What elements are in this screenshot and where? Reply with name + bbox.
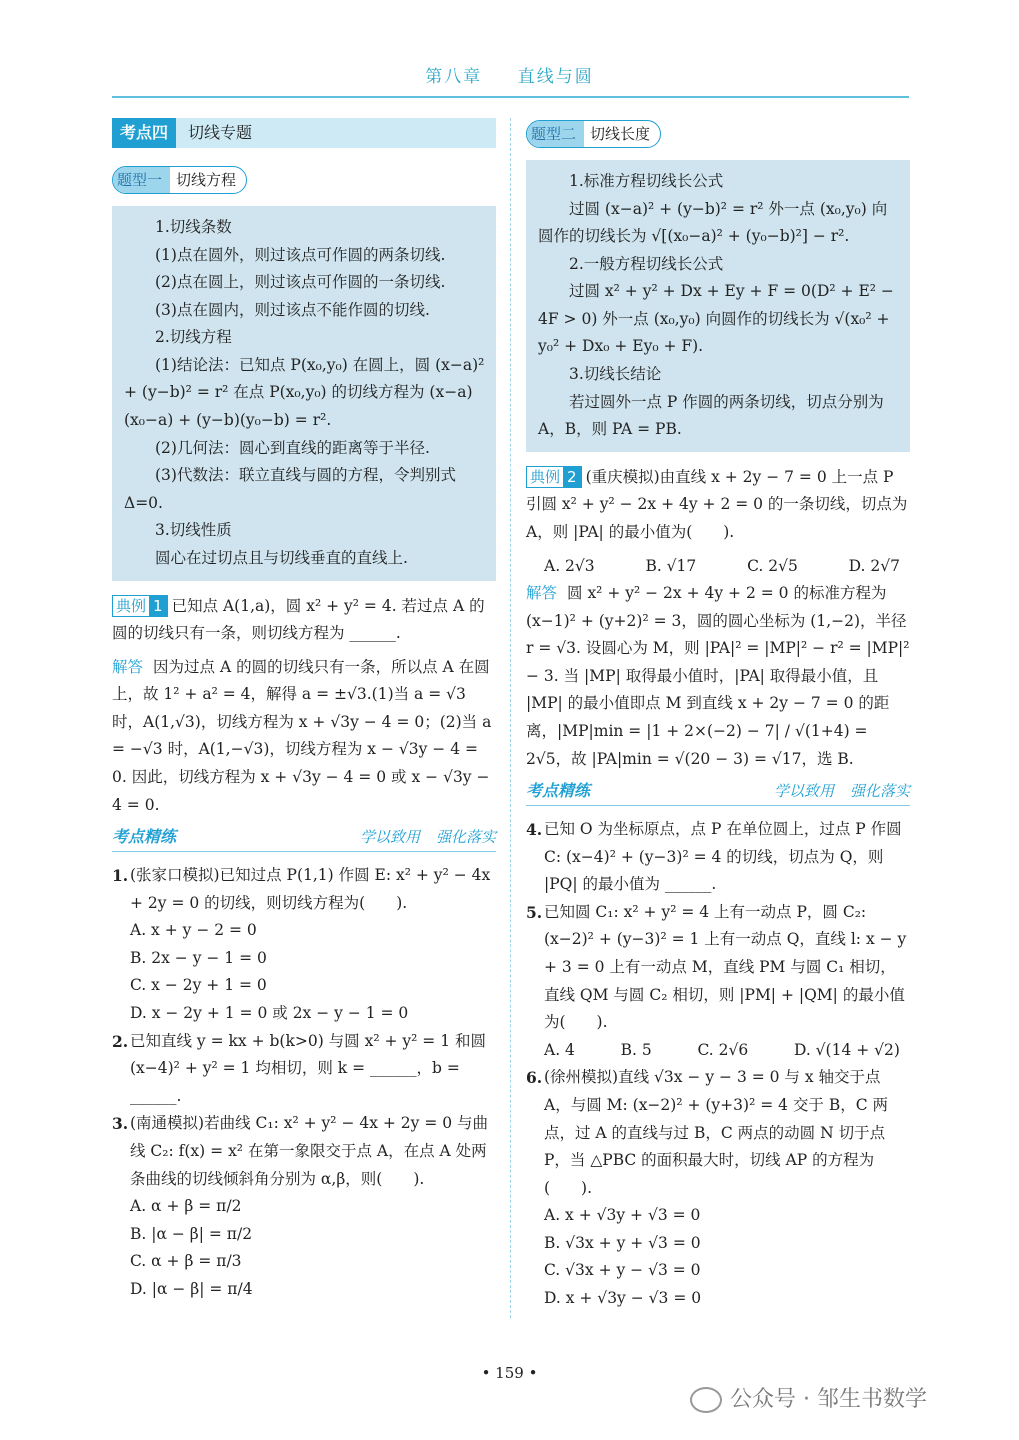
question-2 [112, 1028, 496, 1111]
box-line: (2)几何法：圆心到直线的距离等于半径. [155, 438, 430, 457]
page-number: • 159 • [481, 1364, 538, 1382]
answer-1 [112, 654, 496, 819]
option: B. |α − β| = π/2 [130, 1224, 253, 1243]
example-1 [112, 593, 496, 648]
example-number: 1 [149, 596, 167, 616]
question-text: 已知直线 y = kx + b(k>0) 与圆 x² + y² = 1 和圆 (x−4)² + y² = 1 均相切，则 k = ______，b = ______. [130, 1031, 487, 1105]
answer-label: 解答 [526, 584, 558, 603]
watermark-text: 公众号 · 邹生书数学 [730, 1387, 927, 1412]
box-line: 1.切线条数 [155, 218, 232, 236]
box-line: (2)点在圆上，则过该点可作圆的一条切线. [155, 273, 446, 292]
knowledge-box [112, 206, 496, 581]
question-text: 已知圆 C₁: x² + y² = 4 上有一动点 P，圆 C₂: (x−2)² + (y−3)² = 1 上有一动点 Q，直线 l: x − y + 3 = 0 上有一动点 M，直线 PM 与圆 C₁ 相切，直线 QM 与圆 C₂ 相切，则 |PM| + |QM| 的最小值为( ). [544, 902, 907, 1032]
example-number: 2 [563, 467, 581, 487]
question-number: 3. [112, 1114, 129, 1134]
box-line: 过圆 (x−a)² + (y−b)² = r² 外一点 (x₀,y₀) 向圆作的切线长为 √[(x₀−a)² + (y₀−b)²] − r². [538, 199, 888, 246]
box-line: 3.切线长结论 [569, 365, 662, 384]
option: B. 5 [620, 1040, 652, 1059]
example-badge [526, 466, 582, 488]
example-badge [112, 595, 168, 617]
box-line: (3)代数法：联立直线与圆的方程，令判别式 Δ=0. [124, 466, 456, 512]
option: C. √3x + y − √3 = 0 [544, 1261, 701, 1280]
box-line: 2.一般方程切线长公式 [569, 254, 724, 273]
example-text: (重庆模拟)由直线 x + 2y − 7 = 0 上一点 P 引圆 x² + y² − 2x + 4y + 2 = 0 的一条切线，切点为 A，则 |PA| 的最小值为( ). [526, 467, 908, 541]
example-label: 典例 [530, 467, 561, 486]
chapter-title: 直线与圆 [517, 67, 594, 87]
question-4 [526, 816, 910, 899]
option: D. |α − β| = π/4 [130, 1279, 253, 1298]
practice-banner [112, 827, 496, 852]
question-text: (徐州模拟)直线 √3x − y − 3 = 0 与 x 轴交于点 A，与圆 M: (x−2)² + (y+3)² = 4 交于 B，C 两点，过 A 的直线与过 B，C 两点的动圆 N 切于点 P，当 △PBC 的面积最大时，切线 AP 的方程为( ). [544, 1068, 889, 1197]
chapter-header [0, 62, 1019, 92]
box-line: 2.切线方程 [155, 328, 232, 347]
option: B. √17 [645, 556, 697, 575]
tixing-title: 切线长度 [590, 124, 651, 143]
question-number: 6. [526, 1068, 543, 1088]
question-number: 4. [526, 820, 543, 840]
question-5-options [526, 1037, 910, 1065]
option: D. 2√7 [848, 556, 900, 575]
header-rule [112, 96, 909, 98]
kaodian-banner [112, 118, 496, 148]
practice-slogan [758, 778, 910, 805]
option: A. x + y − 2 = 0 [130, 921, 257, 940]
option: D. √(14 + √2) [793, 1040, 900, 1059]
watermark [690, 1380, 927, 1419]
example-2 [526, 464, 910, 547]
box-line: (3)点在圆内，则过该点不能作圆的切线. [155, 300, 430, 319]
example-options [526, 553, 910, 581]
question-text: (张家口模拟)已知过点 P(1,1) 作圆 E: x² + y² − 4x + 2y = 0 的切线，则切线方程为( ). [130, 866, 491, 912]
box-line: 若过圆外一点 P 作圆的两条切线，切点分别为 A，B，则 PA = PB. [538, 392, 884, 439]
tixing-banner [112, 166, 247, 194]
question-6 [526, 1064, 910, 1202]
question-number: 5. [526, 902, 543, 922]
option: D. x + √3y − √3 = 0 [544, 1288, 702, 1307]
option: C. 2√5 [747, 556, 798, 575]
tixing-title: 切线方程 [176, 170, 237, 189]
question-1 [112, 862, 496, 917]
practice-banner [526, 781, 910, 806]
question-3 [112, 1110, 496, 1193]
box-line: 过圆 x² + y² + Dx + Ey + F = 0(D² + E² − 4F > 0) 外一点 (x₀,y₀) 向圆作的切线长为 √(x₀² + y₀² + Dx₀ + Ey₀ + F). [538, 282, 894, 356]
answer-text: 圆 x² + y² − 2x + 4y + 2 = 0 的标准方程为 (x−1)² + (y+2)² = 3，圆的圆心坐标为 (1,−2)，半径 r = √3. 设圆心为 M，则 |PA|² = |MP|² − r² = |MP|² − 3. 当 |MP| 取得最小值时，|PA| 取得最小值，且 |MP| 的最小值即点 M 到直线 x + 2y − 7 = 0 的距离，|MP|min = |1 + 2×(−2) − 7| / √(1+4) = 2√5，故 |PA|min = √(20 − 3) = √17，选 B. [526, 584, 910, 768]
practice-slogan [344, 824, 496, 851]
option: A. α + β = π/2 [130, 1197, 242, 1216]
answer-label: 解答 [112, 657, 144, 676]
example-text: 已知点 A(1,a)，圆 x² + y² = 4. 若过点 A 的圆的切线只有一条，则切线方程为 ______. [112, 596, 485, 643]
practice-label: 考点精练 [526, 780, 591, 800]
tixing-tag: 题型二 [527, 121, 584, 147]
question-text: (南通模拟)若曲线 C₁: x² + y² − 4x + 2y = 0 与曲线 C₂: f(x) = x² 在第一象限交于点 A，在点 A 处两条曲线的切线倾斜角分别为 α,β，则( ). [130, 1114, 489, 1188]
box-line: (1)结论法：已知点 P(x₀,y₀) 在圆上，圆 (x−a)² + (y−b)² = r² 在点 P(x₀,y₀) 的切线方程为 (x−a)(x₀−a) + (y−b)(y₀−b) = r². [124, 355, 485, 430]
kaodian-title: 切线专题 [188, 122, 253, 142]
slogan-1: 学以致用 [773, 782, 834, 801]
practice-label: 考点精练 [112, 826, 177, 846]
option: A. 2√3 [544, 556, 595, 575]
slogan-1: 学以致用 [359, 828, 420, 847]
option: A. 4 [544, 1040, 575, 1059]
option: B. √3x + y + √3 = 0 [544, 1233, 701, 1252]
slogan-2: 强化落实 [435, 828, 496, 847]
option: A. x + √3y + √3 = 0 [544, 1206, 701, 1225]
tixing-tag: 题型一 [113, 167, 170, 193]
box-line: (1)点在圆外，则过该点可作圆的两条切线. [155, 245, 446, 264]
example-label: 典例 [116, 596, 147, 615]
tixing-banner [526, 120, 661, 148]
option: C. x − 2y + 1 = 0 [130, 976, 267, 995]
question-number: 2. [112, 1031, 129, 1051]
kaodian-tag: 考点四 [112, 118, 176, 148]
option: B. 2x − y − 1 = 0 [130, 948, 267, 967]
column-divider [510, 118, 511, 1318]
left-column [112, 118, 496, 1303]
box-line: 圆心在过切点且与切线垂直的直线上. [155, 548, 408, 567]
box-line: 3.切线性质 [155, 521, 232, 540]
knowledge-box [526, 160, 910, 452]
question-text: 已知 O 为坐标原点，点 P 在单位圆上，过点 P 作圆 C: (x−4)² + (y−3)² = 4 的切线，切点为 Q，则 |PQ| 的最小值为 ______. [544, 820, 902, 894]
chapter-number: 第八章 [425, 67, 483, 87]
answer-2 [526, 580, 910, 773]
box-line: 1.标准方程切线长公式 [569, 172, 724, 190]
answer-text: 因为过点 A 的圆的切线只有一条，所以点 A 在圆上，故 1² + a² = 4，解得 a = ±√3.(1)当 a = √3 时，A(1,√3)，切线方程为 x + √3y − 4 = 0；(2)当 a = −√3 时，A(1,−√3)，切线方程为 x − √3y − 4 = 0. 因此，切线方程为 x + √3y − 4 = 0 或 x − √3y − 4 = 0. [112, 657, 492, 814]
option: C. α + β = π/3 [130, 1252, 242, 1271]
option: D. x − 2y + 1 = 0 或 2x − y − 1 = 0 [130, 1004, 409, 1023]
wechat-icon [690, 1387, 722, 1413]
slogan-2: 强化落实 [849, 782, 910, 801]
question-5 [526, 899, 910, 1037]
option: C. 2√6 [697, 1040, 749, 1059]
question-number: 1. [112, 866, 129, 886]
right-column [526, 118, 910, 1313]
